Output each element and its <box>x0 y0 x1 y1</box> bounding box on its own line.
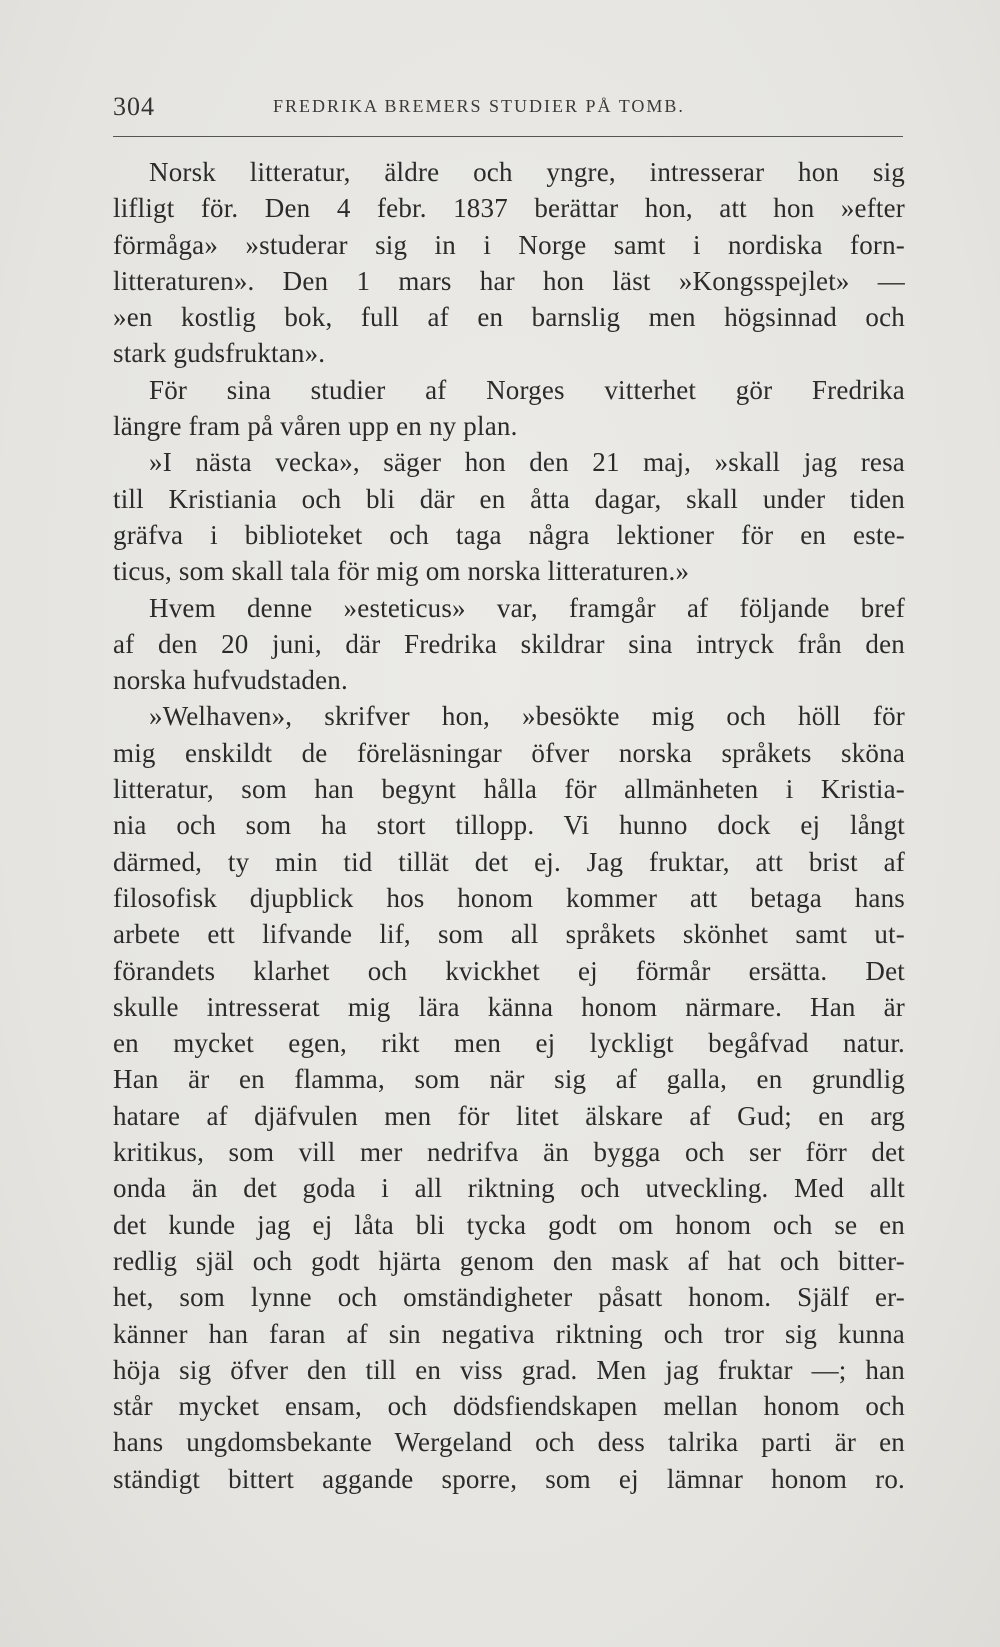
text-line: »Welhaven», skrifver hon, »besökte mig och höll för <box>149 701 905 732</box>
text-line: lifligt för. Den 4 febr. 1837 berättar hon, att hon »efter <box>113 193 905 224</box>
text-line: het, som lynne och omständigheter påsatt honom. Själf er- <box>113 1282 905 1313</box>
page-number: 304 <box>113 92 155 121</box>
text-line: gräfva i biblioteket och taga några lektioner för en este- <box>113 519 905 550</box>
text-line: känner han faran af sin negativa riktning och tror sig kunna <box>113 1318 905 1349</box>
text-line: hans ungdomsbekante Wergeland och dess talrika parti är en <box>113 1427 905 1458</box>
text-line: hatare af djäfvulen men för litet älskare af Gud; en arg <box>113 1100 905 1131</box>
text-line: af den 20 juni, där Fredrika skildrar sina intryck från den <box>113 628 905 659</box>
text-line: »I nästa vecka», säger hon den 21 maj, »skall jag resa <box>149 447 905 478</box>
text-line: För sina studier af Norges vitterhet gör Fredrika <box>149 374 905 405</box>
text-line: förandets klarhet och kvickhet ej förmår ersätta. Det <box>113 955 905 986</box>
text-line: filosofisk djupblick hos honom kommer att betaga hans <box>113 882 905 913</box>
text-line: därmed, ty min tid tillät det ej. Jag fruktar, att brist af <box>113 846 905 877</box>
text-line: skulle intresserat mig lära känna honom närmare. Han är <box>113 991 905 1022</box>
text-line: det kunde jag ej låta bli tycka godt om honom och se en <box>113 1209 905 1240</box>
text-line: litteratur, som han begynt hålla för allmänheten i Kristia- <box>113 774 905 805</box>
text-line: längre fram på våren upp en ny plan. <box>113 411 518 442</box>
running-head: FREDRIKA BREMERS STUDIER PÅ TOMB. <box>273 96 685 116</box>
text-line: stark gudsfruktan». <box>113 338 326 369</box>
text-line: onda än det goda i all riktning och utveckling. Med allt <box>113 1173 905 1204</box>
header-rule <box>113 136 903 137</box>
body-text <box>113 154 905 1497</box>
text-line: förmåga» »studerar sig in i Norge samt i nordiska forn- <box>113 229 905 260</box>
text-line: mig enskildt de föreläsningar öfver norska språkets sköna <box>113 737 905 768</box>
page-header <box>113 92 903 132</box>
text-line: kritikus, som vill mer nedrifva än bygga och ser förr det <box>113 1137 905 1168</box>
text-line: litteraturen». Den 1 mars har hon läst »Kongsspejlet» — <box>113 265 905 296</box>
text-line: ständigt bittert aggande sporre, som ej lämnar honom ro. <box>113 1463 905 1494</box>
text-line: redlig själ och godt hjärta genom den mask af hat och bitter- <box>113 1245 905 1276</box>
text-line: Hvem denne »esteticus» var, framgår af följande bref <box>149 592 905 623</box>
text-line: till Kristiania och bli där en åtta dagar, skall under tiden <box>113 483 905 514</box>
text-line: ticus, som skall tala för mig om norska litteraturen.» <box>113 556 690 587</box>
text-line: står mycket ensam, och dödsfiendskapen mellan honom och <box>113 1391 905 1422</box>
text-line: Han är en flamma, som när sig af galla, en grundlig <box>113 1064 905 1095</box>
text-line: nia och som ha stort tillopp. Vi hunno dock ej långt <box>113 810 905 841</box>
text-line: Norsk litteratur, äldre och yngre, intresserar hon sig <box>149 157 905 187</box>
text-line: arbete ett lifvande lif, som all språkets skönhet samt ut- <box>113 919 905 950</box>
text-line: norska hufvudstaden. <box>113 665 348 696</box>
text-line: en mycket egen, rikt men ej lyckligt begåfvad natur. <box>113 1028 905 1059</box>
text-line: »en kostlig bok, full af en barnslig men högsinnad och <box>113 302 905 333</box>
text-line: höja sig öfver den till en viss grad. Men jag fruktar —; han <box>113 1354 905 1385</box>
